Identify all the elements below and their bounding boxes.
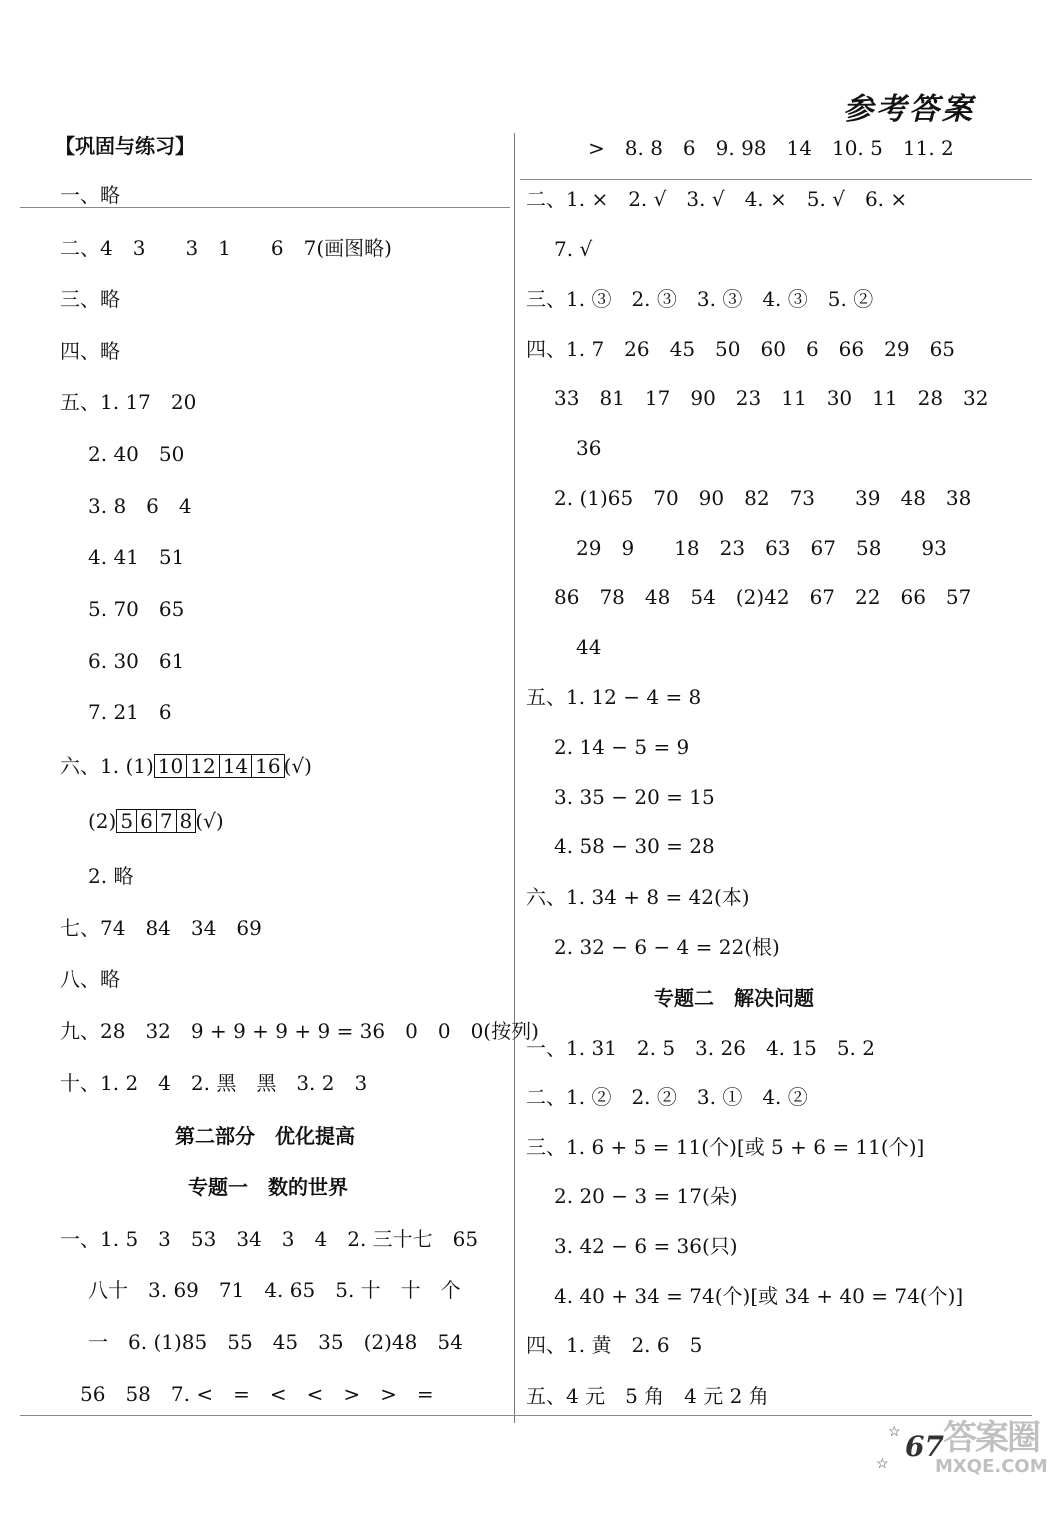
answer-line: 四、1. 7 26 45 50 60 6 66 29 65	[526, 337, 956, 361]
answer-line: 2. 20 − 3 = 17(朵)	[554, 1184, 738, 1208]
watermark-text: 答案圈	[943, 1418, 1039, 1458]
number-box: 10	[154, 754, 187, 778]
answer-line: 4. 58 − 30 = 28	[554, 834, 715, 858]
number-box: 6	[136, 809, 157, 833]
watermark-url: MXQE.COM	[935, 1456, 1048, 1478]
answer-line: 2. 略	[88, 864, 134, 888]
answer-line: 二、1. × 2. √ 3. √ 4. × 5. √ 6. ×	[526, 187, 908, 211]
number-box: 14	[219, 754, 252, 778]
answer-line: 五、4 元 5 角 4 元 2 角	[526, 1384, 769, 1408]
answer-line: 44	[576, 635, 602, 659]
answer-line: 四、略	[60, 339, 120, 363]
answer-line-boxes	[60, 753, 312, 779]
answer-line: 5. 70 65	[88, 597, 185, 621]
answer-line: 4. 40 + 34 = 74(个)[或 34 + 40 = 74(个)]	[554, 1284, 964, 1308]
bottom-rule	[20, 1415, 1032, 1416]
answer-line: 2. 40 50	[88, 442, 185, 466]
number-box: 7	[156, 809, 177, 833]
page-number: 67	[905, 1430, 944, 1463]
answer-line: 三、1. 6 + 5 = 11(个)[或 5 + 6 = 11(个)]	[526, 1135, 925, 1159]
number-box: 8	[176, 809, 197, 833]
answer-line: 三、1. ③ 2. ③ 3. ③ 4. ③ 5. ②	[526, 287, 874, 311]
answer-line: 36	[576, 436, 602, 460]
answer-line: 二、4 3 3 1 6 7(画图略)	[60, 236, 392, 260]
section-heading: 【巩固与练习】	[55, 134, 195, 158]
star-icon: ☆	[888, 1424, 901, 1440]
answer-line-boxes	[88, 808, 224, 834]
boxes-prefix: 六、1. (1)	[60, 754, 154, 778]
number-box: 5	[116, 809, 137, 833]
answer-line: 二、1. ② 2. ② 3. ① 4. ②	[526, 1085, 808, 1109]
answer-line: 七、74 84 34 69	[60, 916, 262, 940]
answer-line: > 8. 8 6 9. 98 14 10. 5 11. 2	[588, 136, 954, 160]
watermark-logo	[935, 1420, 1047, 1520]
answer-line: 六、1. 34 + 8 = 42(本)	[526, 885, 750, 909]
boxes-suffix: (√)	[283, 754, 312, 778]
answer-line: 五、1. 12 − 4 = 8	[526, 685, 702, 709]
rule-right	[520, 179, 1032, 180]
answer-line: 八十 3. 69 71 4. 65 5. 十 十 个	[88, 1278, 461, 1302]
topic-heading: 专题一 数的世界	[188, 1175, 348, 1199]
answer-line: 7. 21 6	[88, 700, 172, 724]
topic-heading: 专题二 解决问题	[654, 986, 814, 1010]
boxes-prefix: (2)	[88, 809, 117, 833]
number-box: 16	[251, 754, 284, 778]
number-box: 12	[186, 754, 219, 778]
answer-line: 一、1. 31 2. 5 3. 26 4. 15 5. 2	[526, 1036, 875, 1060]
answer-line: 三、略	[60, 287, 120, 311]
answer-line: 3. 35 − 20 = 15	[554, 785, 715, 809]
answer-line: 7. √	[554, 237, 593, 261]
answer-line: 56 58 7. < = < < > > =	[80, 1382, 434, 1406]
answer-line: 2. 32 − 6 − 4 = 22(根)	[554, 935, 780, 959]
star-icon: ☆	[876, 1456, 889, 1472]
answer-line: 九、28 32 9 + 9 + 9 + 9 = 36 0 0 0(按列)	[60, 1019, 539, 1043]
answer-line: 3. 42 − 6 = 36(只)	[554, 1234, 738, 1258]
answer-line: 86 78 48 54 (2)42 67 22 66 57	[554, 585, 972, 609]
answer-line: 八、略	[60, 967, 120, 991]
answer-line: 四、1. 黄 2. 6 5	[526, 1333, 703, 1357]
column-divider	[514, 133, 515, 1423]
answer-line: 2. (1)65 70 90 82 73 39 48 38	[554, 486, 972, 510]
answer-line: 十、1. 2 4 2. 黑 黑 3. 2 3	[60, 1071, 368, 1095]
answer-line: 4. 41 51	[88, 545, 185, 569]
page-header-title: 参考答案	[843, 92, 975, 127]
answer-line: 五、1. 17 20	[60, 390, 197, 414]
answer-line: 一、1. 5 3 53 34 3 4 2. 三十七 65	[60, 1227, 479, 1251]
boxes-suffix: (√)	[195, 809, 224, 833]
answer-line: 3. 8 6 4	[88, 494, 192, 518]
answer-line: 29 9 18 23 63 67 58 93	[576, 536, 947, 560]
answer-line: 6. 30 61	[88, 649, 185, 673]
answer-line: 2. 14 − 5 = 9	[554, 735, 690, 759]
answer-line: 一、略	[60, 183, 120, 207]
answer-line: 33 81 17 90 23 11 30 11 28 32	[554, 386, 989, 410]
answer-line: 一 6. (1)85 55 45 35 (2)48 54	[88, 1330, 463, 1354]
part-heading: 第二部分 优化提高	[175, 1124, 355, 1148]
